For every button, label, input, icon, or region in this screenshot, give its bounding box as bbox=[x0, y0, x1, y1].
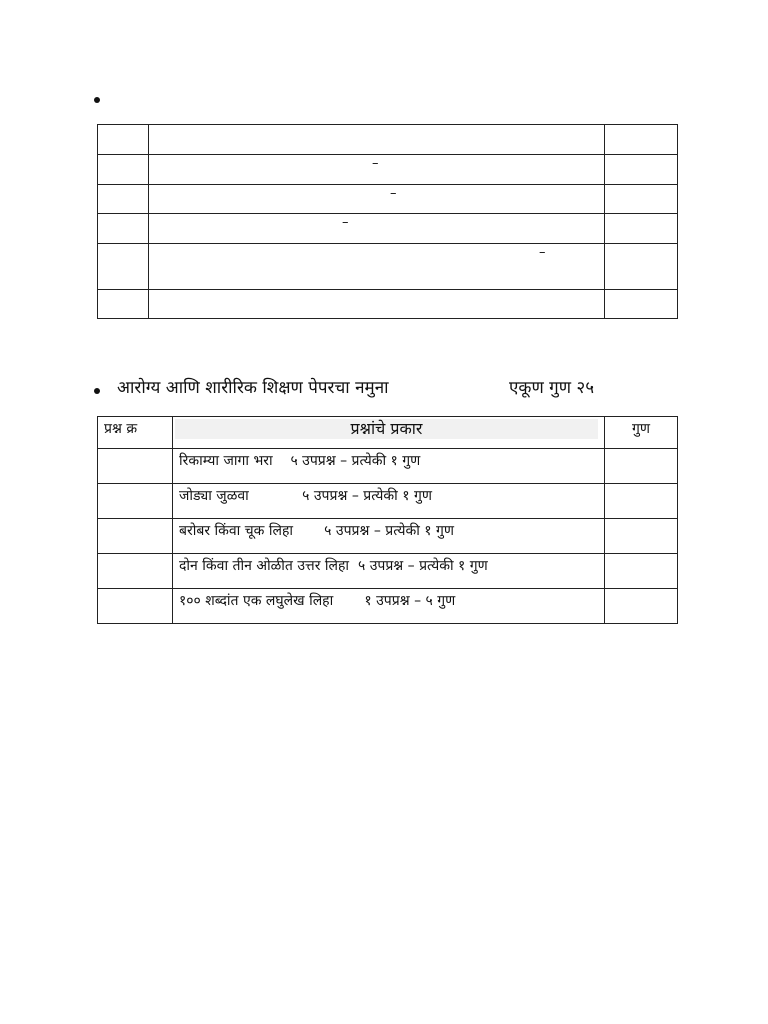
question-type-text: बरोबर किंवा चूक लिहा ५ उपप्रश्न – प्रत्येकी १ गुण bbox=[179, 523, 455, 539]
table-cell bbox=[98, 589, 173, 624]
empty-question-table bbox=[97, 124, 678, 319]
table-cell bbox=[605, 449, 678, 484]
table-cell bbox=[605, 519, 678, 554]
table-cell bbox=[149, 155, 605, 185]
header-question-number: प्रश्न क्र bbox=[98, 417, 173, 449]
dash-mark: – bbox=[390, 186, 397, 201]
table-cell bbox=[98, 125, 149, 155]
table-row bbox=[98, 449, 678, 484]
table-cell bbox=[149, 125, 605, 155]
table-cell bbox=[605, 214, 678, 244]
table-cell bbox=[149, 244, 605, 290]
bullet-section-2 bbox=[94, 388, 100, 394]
question-type-text: जोड्या जुळवा ५ उपप्रश्न – प्रत्येकी १ गुण bbox=[179, 488, 432, 504]
table-cell bbox=[98, 449, 173, 484]
question-type-text: रिकाम्या जागा भरा ५ उपप्रश्न – प्रत्येकी १ गुण bbox=[179, 453, 421, 469]
table-cell bbox=[605, 125, 678, 155]
bullet-section-1 bbox=[94, 97, 100, 103]
dash-mark: – bbox=[539, 245, 546, 260]
table-cell bbox=[149, 185, 605, 214]
table-cell bbox=[173, 484, 605, 519]
table-cell bbox=[605, 244, 678, 290]
table-row bbox=[98, 589, 678, 624]
table-cell bbox=[98, 554, 173, 589]
question-type-text: दोन किंवा तीन ओळीत उत्तर लिहा ५ उपप्रश्न – प्रत्येकी १ गुण bbox=[179, 558, 488, 574]
header-marks: गुण bbox=[605, 417, 678, 449]
table-cell bbox=[98, 185, 149, 214]
table-cell bbox=[149, 214, 605, 244]
table-row bbox=[98, 484, 678, 519]
table-cell bbox=[605, 185, 678, 214]
table-cell bbox=[605, 290, 678, 319]
dash-mark: – bbox=[342, 215, 349, 230]
table-cell bbox=[173, 449, 605, 484]
table-cell bbox=[98, 484, 173, 519]
header-question-type-label: प्रश्नांचे प्रकार bbox=[175, 419, 598, 439]
table-cell bbox=[98, 244, 149, 290]
table-cell bbox=[98, 519, 173, 554]
table-cell bbox=[98, 290, 149, 319]
table-cell bbox=[605, 589, 678, 624]
table-cell bbox=[98, 214, 149, 244]
table-cell bbox=[173, 554, 605, 589]
table-cell bbox=[173, 519, 605, 554]
table-cell bbox=[605, 484, 678, 519]
table-cell bbox=[605, 554, 678, 589]
table-row bbox=[98, 519, 678, 554]
table-row bbox=[98, 554, 678, 589]
header-question-type bbox=[173, 417, 605, 449]
table-cell bbox=[149, 290, 605, 319]
paper-format-table bbox=[97, 416, 678, 624]
question-type-text: १०० शब्दांत एक लघुलेख लिहा १ उपप्रश्न – ५ गुण bbox=[179, 593, 456, 609]
table-cell bbox=[605, 155, 678, 185]
dash-mark: – bbox=[372, 156, 379, 171]
paper-format-title: आरोग्य आणि शारीरिक शिक्षण पेपरचा नमुना bbox=[117, 378, 389, 398]
table-cell bbox=[173, 589, 605, 624]
total-marks: एकूण गुण २५ bbox=[509, 378, 595, 398]
table-cell bbox=[98, 155, 149, 185]
